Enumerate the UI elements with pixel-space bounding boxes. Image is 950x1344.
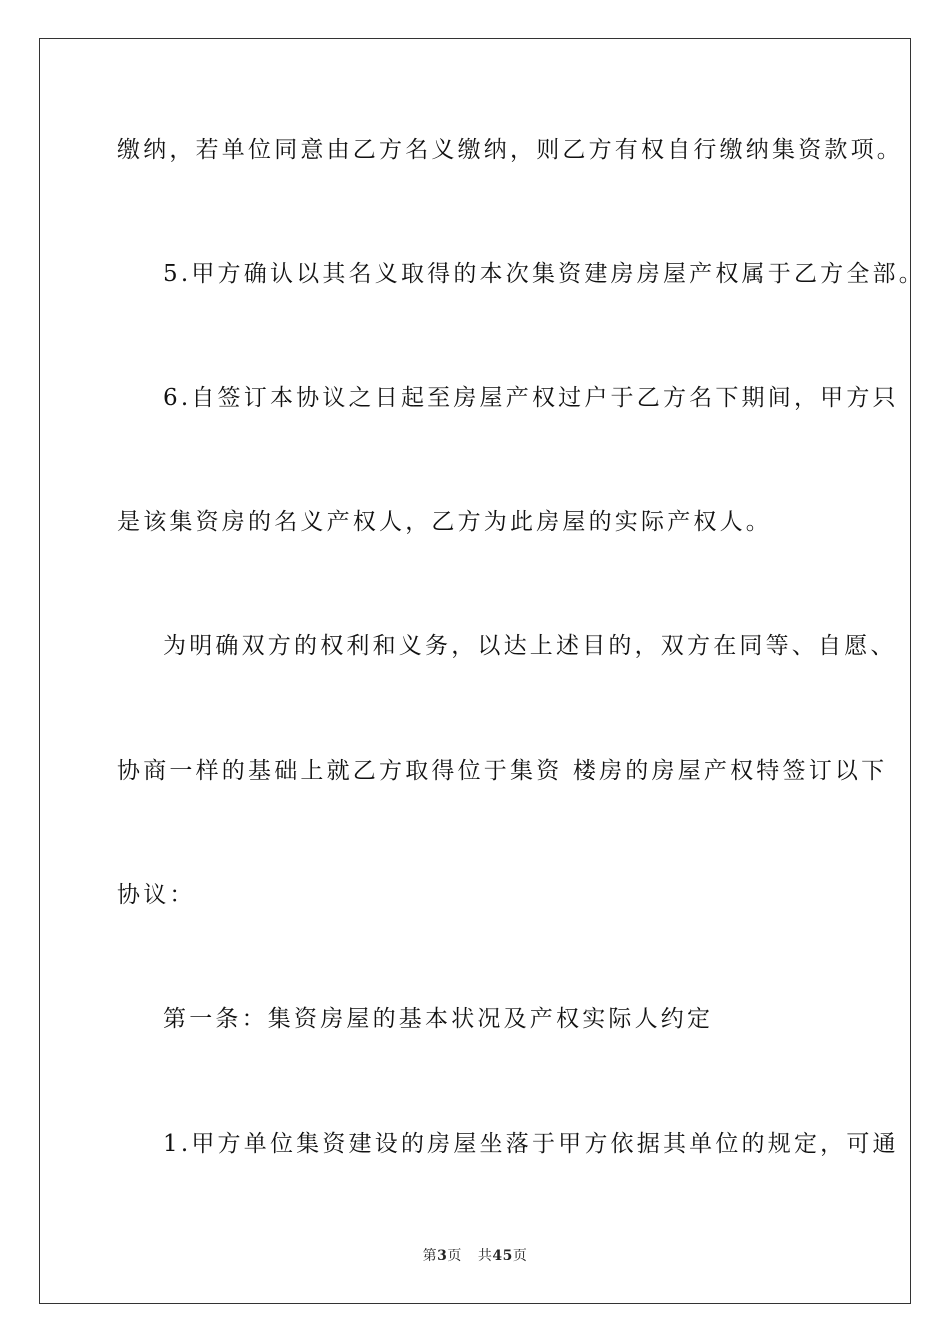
body-text-line: 协议： (117, 882, 196, 908)
page-border (39, 38, 911, 1304)
page-suffix: 页 (447, 1248, 462, 1264)
body-text-line: 是该集资房的名义产权人，乙方为此房屋的实际产权人。 (117, 509, 772, 535)
page-footer (0, 1247, 950, 1265)
body-text-line: 缴纳，若单位同意由乙方名义缴纳，则乙方有权自行缴纳集资款项。 (117, 137, 903, 163)
clause-5: 5.甲方确认以其名义取得的本次集资建房房屋产权属于乙方全部。 (163, 261, 925, 287)
body-text-line: 协商一样的基础上就乙方取得位于集资 楼房的房屋产权特签订以下 (117, 758, 888, 784)
page-prefix: 第 (422, 1248, 438, 1264)
clause-6: 6.自签订本协议之日起至房屋产权过户于乙方名下期间，甲方只 (163, 385, 899, 411)
total-prefix: 共 (477, 1248, 493, 1264)
page-number: 3 (437, 1248, 448, 1264)
article-heading: 第一条：集资房屋的基本状况及产权实际人约定 (163, 1006, 714, 1032)
intro-paragraph: 为明确双方的权利和义务，以达上述目的，双方在同等、自愿、 (163, 633, 897, 659)
total-pages: 45 (492, 1248, 513, 1264)
article-1-clause-1: 1.甲方单位集资建设的房屋坐落于甲方依据其单位的规定，可通 (163, 1131, 899, 1157)
total-suffix: 页 (512, 1248, 528, 1264)
